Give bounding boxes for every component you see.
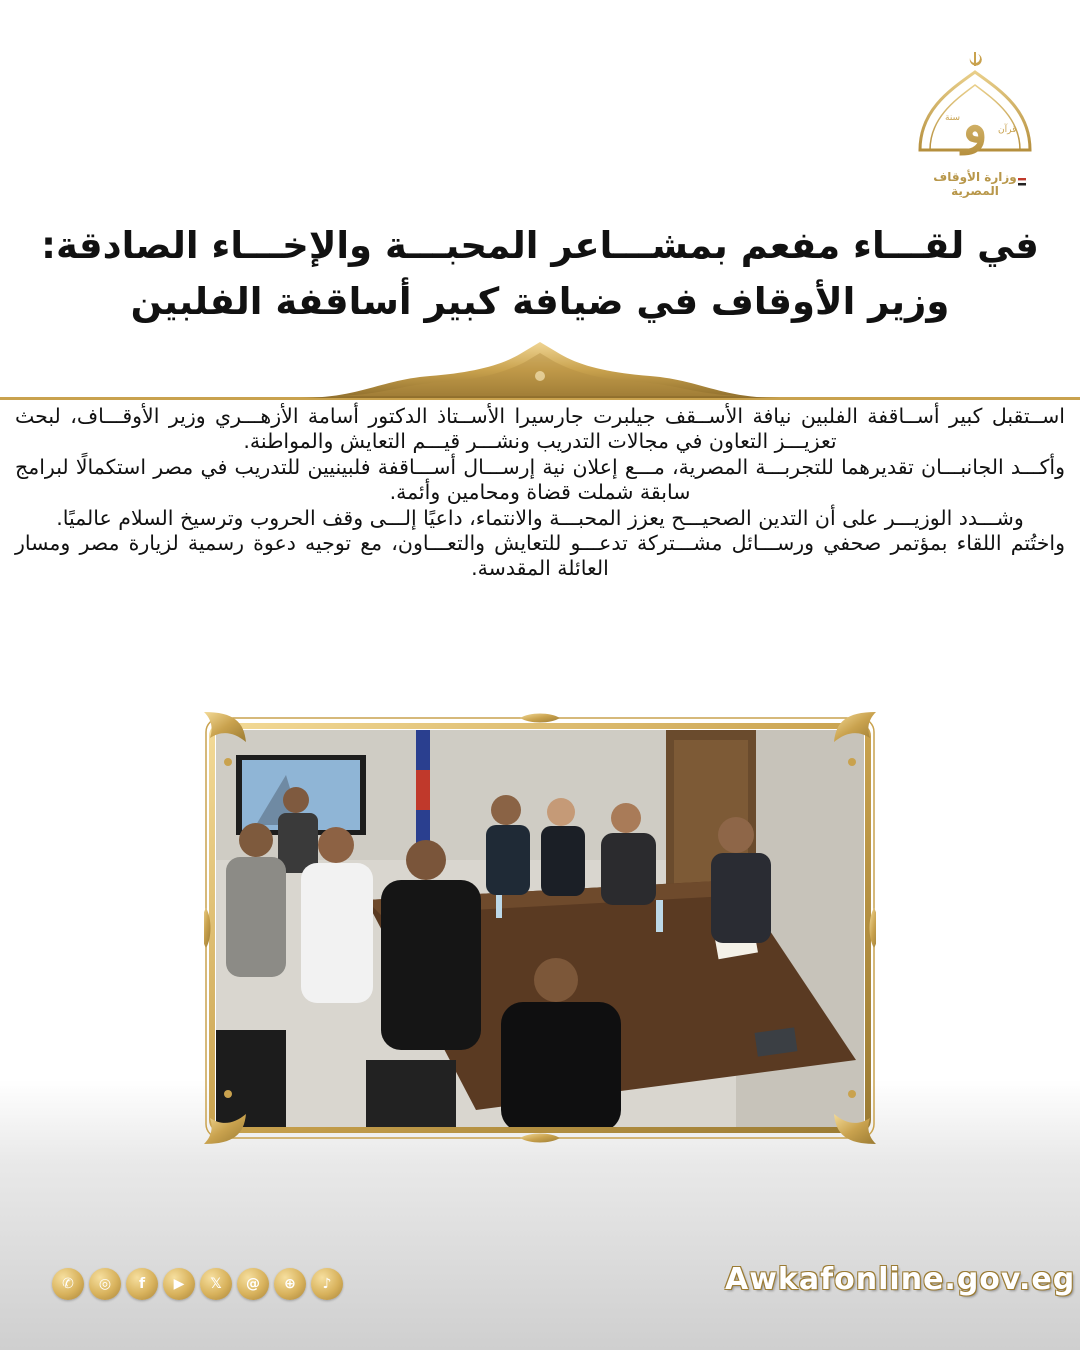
instagram-icon[interactable]: ◎ <box>89 1268 121 1300</box>
threads-icon[interactable]: @ <box>237 1268 269 1300</box>
headline <box>30 218 1050 330</box>
paragraph-3: وشـــدد الوزيـــر على أن التدين الصحيـــح يعزز المحبـــة والانتماء، داعيًا إلـــى وقف الحروب وترسيخ السلام عالميًا. <box>56 505 1024 530</box>
facebook-icon[interactable]: f <box>126 1268 158 1300</box>
social-icons-row <box>52 1268 343 1302</box>
headline-line-2: وزير الأوقاف في ضيافة كبير أساقفة الفلبين <box>130 280 950 323</box>
paragraph-4: واختُتم اللقاء بمؤتمر صحفي ورســـائل مشـــتركة تدعـــو للتعايش والتعـــاون، مع توجيه دعوة رسمية لزيارة مصر ومسار العائلة المقدسة. <box>15 531 1065 581</box>
youtube-icon[interactable]: ▶ <box>163 1268 195 1300</box>
logo-caption: وزارة الأوقاف المصرية <box>933 170 1017 198</box>
paragraph-1: اســتقبل كبير أســاقفة الفلبين نيافة الأســقف جيلبرت جارسيرا الأســتاذ الدكتور أسامة الأزهـــري وزير الأوقـــاف، لبحث تعزيـــز التعاون في مجالات التدريب ونشـــر قيـــم التعايش والمواطنة. <box>15 404 1065 454</box>
svg-text:قرآن: قرآن <box>998 125 1017 135</box>
svg-text:و: و <box>962 94 988 155</box>
whatsapp-icon[interactable]: ✆ <box>52 1268 84 1300</box>
website-link[interactable]: Awkafonline.gov.eg <box>725 1262 1076 1297</box>
paragraph-2: وأكـــد الجانبـــان تقديرهما للتجربـــة المصرية، مـــع إعلان نية إرســـال أســـاقفة فلبينيين للتدريب في مصر استكمالًا لبرامج سابقة شملت قضاة ومحامين وأئمة. <box>15 454 1065 505</box>
article-body <box>15 404 1065 582</box>
meeting-photo <box>216 730 864 1130</box>
tiktok-icon[interactable]: ♪ <box>311 1268 343 1300</box>
svg-text:سنة: سنة <box>945 113 961 123</box>
headline-line-1: في لقـــاء مفعم بمشـــاعر المحبـــة والإخـــاء الصادقة: <box>41 224 1039 267</box>
x-icon[interactable]: 𝕏 <box>200 1268 232 1300</box>
web-icon[interactable]: ⊕ <box>274 1268 306 1300</box>
